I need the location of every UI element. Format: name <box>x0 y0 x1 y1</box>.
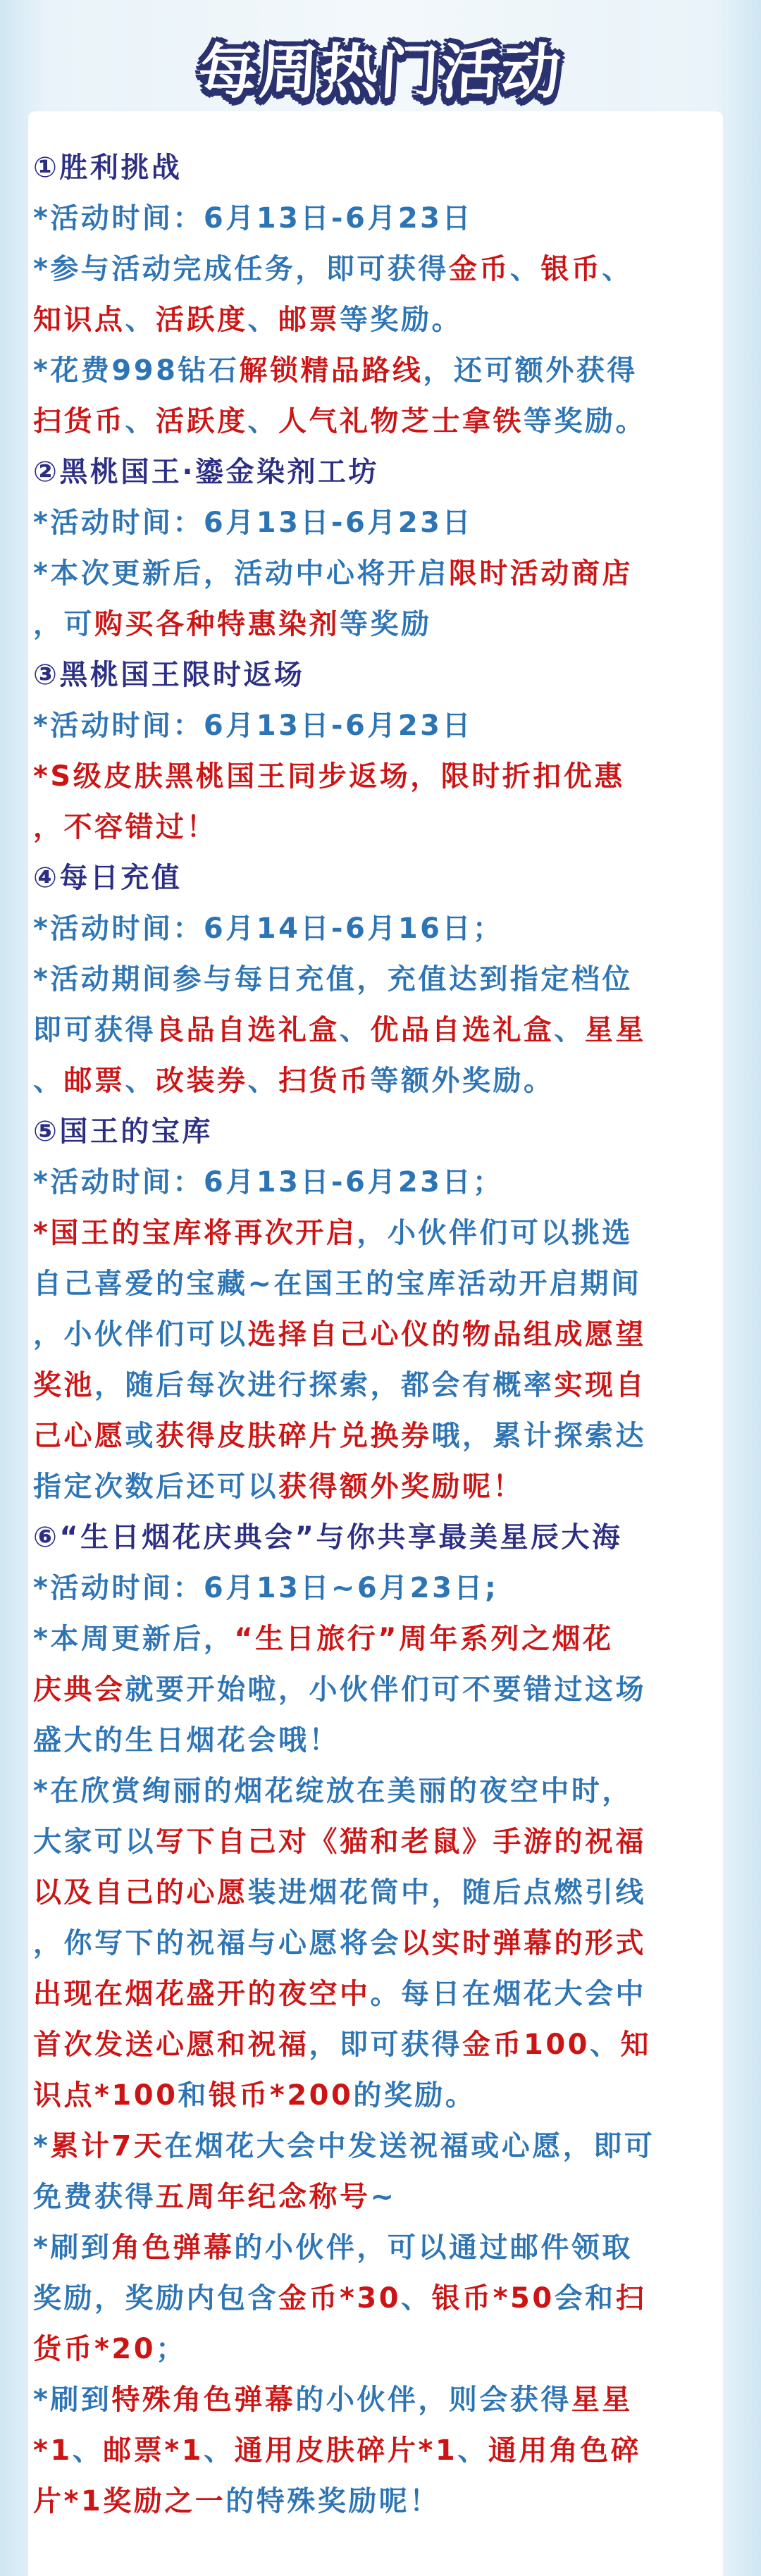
highlight-text: “生日旅行”周年系列之烟花 <box>234 1623 614 1655</box>
highlight-text: *国王的宝库将再次开启 <box>33 1217 357 1249</box>
highlight-text: 获得额外奖励呢！ <box>278 1470 524 1503</box>
text-segment: 的奖励。 <box>353 2079 476 2112</box>
section-heading <box>33 650 738 700</box>
section-heading <box>33 447 738 497</box>
text-line <box>33 2425 738 2476</box>
text-line <box>33 345 738 396</box>
highlight-text: 优品自选礼盒 <box>370 1014 555 1046</box>
text-segment: *活动时间：6月13日-6月23日 <box>33 507 474 539</box>
text-segment: 等奖励。 <box>340 304 462 336</box>
text-segment: ，小伙伴们可以挑选 <box>357 1217 633 1249</box>
text-segment: ~ <box>370 2181 397 2213</box>
text-segment: 、 <box>590 2029 621 2061</box>
text-segment: *在欣赏绚丽的烟花绽放在美丽的夜空中时， <box>33 1775 633 1807</box>
text-line <box>33 1664 738 1715</box>
highlight-text: 星星 <box>585 1014 646 1046</box>
text-segment: 、 <box>72 2434 104 2467</box>
text-line <box>33 396 738 447</box>
highlight-text: 出现在烟花盛开的夜空中 <box>33 1978 371 2010</box>
text-segment: *参与活动完成任务，即可获得 <box>33 253 449 285</box>
text-segment: 、 <box>247 304 278 336</box>
text-segment: *活动时间：6月14日-6月16日； <box>33 912 504 945</box>
text-line <box>33 1208 738 1258</box>
text-line <box>33 2273 738 2324</box>
text-segment: 大家可以 <box>33 1826 156 1858</box>
text-line <box>33 2019 738 2070</box>
text-line <box>33 295 738 345</box>
highlight-text: 邮票 <box>278 304 340 336</box>
highlight-text: 货币*20 <box>33 2333 156 2365</box>
highlight-text: 银币*200 <box>208 2079 354 2112</box>
text-line <box>33 2374 738 2425</box>
highlight-text: 获得皮肤碎片兑换券 <box>156 1420 432 1452</box>
highlight-text: *S级皮肤黑桃国王同步返场，限时折扣优惠 <box>33 760 625 793</box>
text-segment: ； <box>156 2333 187 2365</box>
text-segment: ⑤国王的宝库 <box>33 1115 213 1148</box>
text-segment: 的小伙伴，则会获得 <box>295 2384 571 2416</box>
text-segment: 、 <box>554 1014 585 1046</box>
text-segment: ，你写下的祝福与心愿将会 <box>33 1927 401 1959</box>
highlight-text: 通用皮肤碎片*1 <box>234 2434 458 2467</box>
text-segment: ②黑桃国王·鎏金染剂工坊 <box>33 456 380 488</box>
highlight-text: 解锁精品路线 <box>239 354 423 387</box>
text-segment: 的小伙伴，可以通过邮件领取 <box>234 2231 633 2264</box>
highlight-text: 改装券 <box>156 1065 248 1097</box>
highlight-text: 首次发送心愿和祝福 <box>33 2029 309 2061</box>
text-line <box>33 244 738 295</box>
text-segment: 哦，累计探索达 <box>431 1420 646 1452</box>
highlight-text: 特殊角色弹幕 <box>111 2384 296 2416</box>
highlight-text: 写下自己对《猫和老鼠》手游的祝福 <box>156 1826 646 1858</box>
text-segment: 会和 <box>554 2282 616 2315</box>
text-segment: 的特殊奖励呢！ <box>225 2485 440 2518</box>
text-segment: 、 <box>401 2282 432 2315</box>
highlight-text: 庆典会 <box>33 1673 125 1706</box>
highlight-text: 星星 <box>571 2384 633 2416</box>
text-segment: ③黑桃国王限时返场 <box>33 659 305 691</box>
text-segment: 等奖励。 <box>524 405 646 438</box>
highlight-text: 扫货币 <box>33 405 125 438</box>
text-line <box>33 193 738 244</box>
text-segment: 、 <box>509 253 541 285</box>
highlight-text: 实现自 <box>554 1369 646 1401</box>
highlight-text: 金币100 <box>462 2029 590 2061</box>
text-segment: 自己喜爱的宝藏~在国王的宝库活动开启期间 <box>33 1268 642 1300</box>
highlight-text: 扫 <box>615 2282 647 2315</box>
text-line <box>33 1360 738 1411</box>
text-line <box>33 2070 738 2121</box>
text-segment: *活动时间：6月13日~6月23日; <box>33 1572 499 1604</box>
highlight-text: 选择自己心仪的物品组成愿望 <box>247 1318 646 1351</box>
text-segment: 就要开始啦，小伙伴们可不要错过这场 <box>125 1673 646 1706</box>
highlight-text: 银币 <box>540 253 602 285</box>
highlight-text: 扫货币 <box>278 1065 371 1097</box>
text-segment: 盛大的生日烟花会哦！ <box>33 1724 340 1757</box>
highlight-text: 购买各种特惠染剂 <box>94 608 340 640</box>
highlight-text: 以实时弹幕的形式 <box>401 1927 646 1959</box>
text-segment: ，可 <box>33 608 94 640</box>
text-segment: ①胜利挑战 <box>33 151 182 184</box>
text-line <box>33 954 738 1005</box>
text-line <box>33 497 738 548</box>
text-line <box>33 2172 738 2222</box>
text-line <box>33 1766 738 1816</box>
text-segment: ，还可额外获得 <box>423 354 638 387</box>
text-line <box>33 1614 738 1664</box>
highlight-text: 五周年纪念称号 <box>156 2181 371 2213</box>
text-segment: 。每日在烟花大会中 <box>370 1978 646 2010</box>
highlight-text: 奖池 <box>33 1369 94 1401</box>
text-line <box>33 2324 738 2374</box>
text-line <box>33 1461 738 1512</box>
text-line <box>33 751 738 802</box>
text-segment: *本次更新后，活动中心将开启 <box>33 557 449 590</box>
highlight-text: 邮票*1 <box>103 2434 204 2467</box>
text-segment: *刷到 <box>33 2231 112 2264</box>
text-segment: *活动期间参与每日充值，充值达到指定档位 <box>33 963 633 996</box>
text-line <box>33 903 738 954</box>
text-segment: ，即可获得 <box>309 2029 462 2061</box>
text-segment: 或 <box>125 1420 156 1452</box>
section-heading <box>33 853 738 903</box>
text-segment: 奖励，奖励内包含 <box>33 2282 278 2315</box>
text-line <box>33 1918 738 1969</box>
text-segment: 装进烟花筒中，随后点燃引线 <box>247 1876 646 1909</box>
text-segment: 即可获得 <box>33 1014 156 1046</box>
section-heading <box>33 1106 738 1157</box>
text-line <box>33 1816 738 1867</box>
page-title: 每周热门活动 <box>197 37 564 106</box>
text-line <box>33 1005 738 1055</box>
text-line <box>33 1563 738 1614</box>
text-segment: 、 <box>457 2434 488 2467</box>
highlight-text: 银币*50 <box>431 2282 555 2315</box>
text-segment: 、 <box>204 2434 235 2467</box>
highlight-text: 以及自己的心愿 <box>33 1876 248 1909</box>
text-segment: 、 <box>247 405 278 438</box>
text-segment: 、 <box>125 1065 156 1097</box>
text-segment: 在烟花大会中发送祝福或心愿，即可 <box>164 2130 655 2162</box>
highlight-text: 累计7天 <box>50 2130 165 2162</box>
highlight-text: 活跃度 <box>156 405 248 438</box>
text-segment: *活动时间：6月13日-6月23日 <box>33 202 474 235</box>
text-line <box>33 700 738 751</box>
text-line <box>33 1309 738 1360</box>
text-segment: * <box>33 2130 51 2162</box>
text-line <box>33 802 738 853</box>
highlight-text: 知 <box>620 2029 651 2061</box>
highlight-text: 金币 <box>448 253 510 285</box>
text-segment: 、 <box>247 1065 278 1097</box>
text-segment: 、 <box>125 304 156 336</box>
highlight-text: *1 <box>33 2434 73 2467</box>
highlight-text: 知识点 <box>33 304 125 336</box>
highlight-text: 己心愿 <box>33 1420 125 1452</box>
title-banner <box>0 21 761 113</box>
text-line <box>33 599 738 650</box>
highlight-text: 通用角色碎 <box>488 2434 642 2467</box>
text-segment: ，小伙伴们可以 <box>33 1318 248 1351</box>
text-line <box>33 2121 738 2172</box>
text-line <box>33 548 738 599</box>
text-segment: ④每日充值 <box>33 862 182 894</box>
text-segment: *活动时间：6月13日-6月23日 <box>33 710 474 742</box>
text-segment: 免费获得 <box>33 2181 156 2213</box>
text-segment: ⑥“生日烟花庆典会”与你共享最美星辰大海 <box>33 1521 623 1554</box>
section-heading <box>33 1512 738 1563</box>
text-line <box>33 1157 738 1208</box>
highlight-text: ，不容错过！ <box>33 811 217 843</box>
highlight-text: 限时活动商店 <box>448 557 633 590</box>
highlight-text: 角色弹幕 <box>111 2231 235 2264</box>
highlight-text: 金币*30 <box>278 2282 402 2315</box>
text-line <box>33 2222 738 2273</box>
text-segment: 、 <box>125 405 156 438</box>
highlight-text: 良品自选礼盒 <box>156 1014 340 1046</box>
text-segment: 、 <box>602 253 633 285</box>
text-line <box>33 1258 738 1309</box>
text-segment: 和 <box>178 2079 209 2112</box>
highlight-text: 片*1奖励之一 <box>33 2485 226 2518</box>
section-heading <box>33 142 738 193</box>
text-segment: 、 <box>340 1014 371 1046</box>
text-segment: 指定次数后还可以 <box>33 1470 278 1503</box>
text-line <box>33 1715 738 1766</box>
text-segment: 、 <box>33 1065 64 1097</box>
text-segment: *活动时间：6月13日-6月23日； <box>33 1166 504 1199</box>
text-line <box>33 1055 738 1106</box>
text-segment: ，随后每次进行探索，都会有概率 <box>94 1369 555 1401</box>
text-line <box>33 2476 738 2527</box>
text-segment: *花费998钻石 <box>33 354 240 387</box>
activity-text <box>33 142 738 2527</box>
text-segment: 等奖励 <box>340 608 432 640</box>
text-line <box>33 1411 738 1461</box>
text-segment: *刷到 <box>33 2384 112 2416</box>
highlight-text: 活跃度 <box>156 304 248 336</box>
text-segment: *本周更新后， <box>33 1623 235 1655</box>
text-line <box>33 1867 738 1918</box>
highlight-text: 邮票 <box>63 1065 125 1097</box>
text-segment: 等额外奖励。 <box>370 1065 555 1097</box>
highlight-text: 识点*100 <box>33 2079 178 2112</box>
text-line <box>33 1969 738 2019</box>
highlight-text: 人气礼物芝士拿铁 <box>278 405 524 438</box>
